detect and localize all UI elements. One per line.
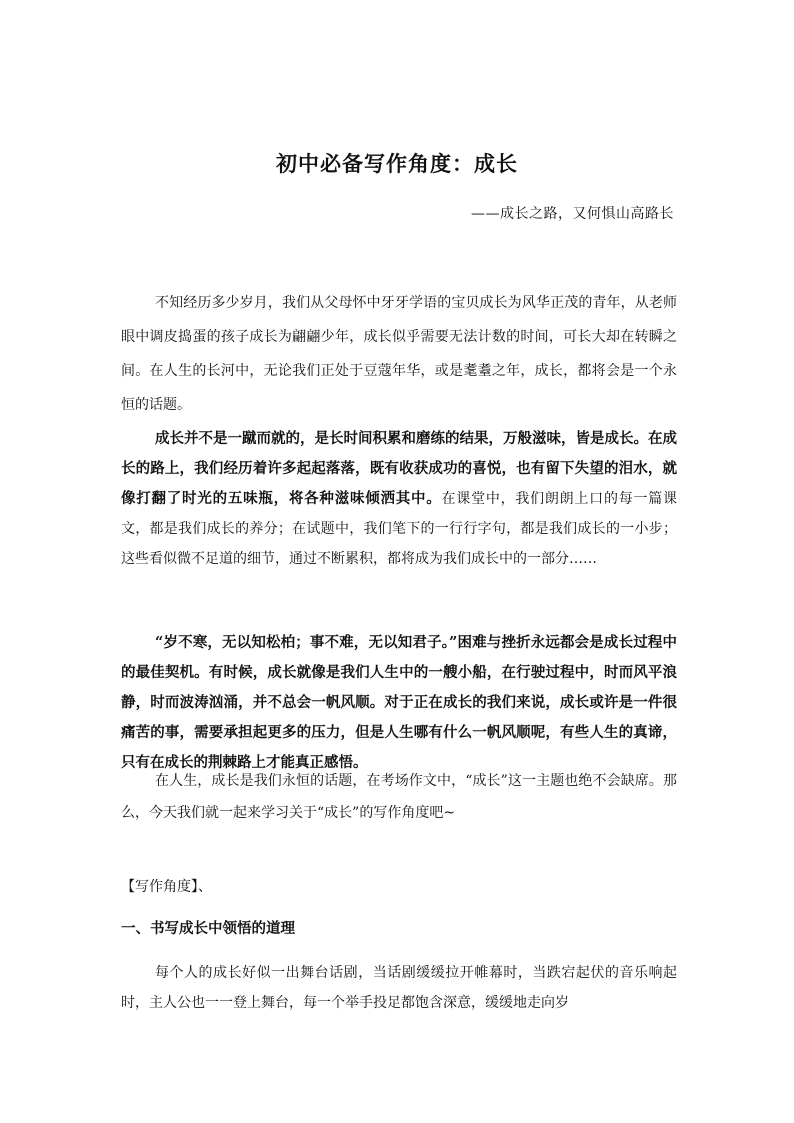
paragraph-intro: 不知经历多少岁月，我们从父母怀中牙牙学语的宝贝成长为风华正茂的青年，从老师眼中调皮捣蛋的孩子成长为翩翩少年，成长似乎需要无法计数的时间，可长大却在转瞬之间。在人生的长河中，无论我们正处于豆蔻年华，或是耄耋之年，成长，都将会是一个永恒的话题。 (121, 295, 677, 413)
document-subtitle: ——成长之路，又何惧山高路长 (471, 206, 674, 222)
paragraph-growth-process-bold: 成长并不是一蹴而就的，是长时间积累和磨练的结果，万般滋味，皆是成长。在成长的路上，我们经历着许多起起落落，既有收获成功的喜悦，也有留下失望的泪水，就像打翻了时光的五味瓶，将各种滋味倾洒其中。 (121, 430, 677, 507)
heading-angle-one: 一、书写成长中领悟的道理 (121, 920, 295, 937)
paragraph-topic-intro: 在人生，成长是我们永恒的话题，在考场作文中，“成长”这一主题也绝不会缺席。那么，今天我们就一起来学习关于“成长”的写作角度吧~ (121, 773, 677, 821)
paragraph-growth-process (121, 424, 677, 574)
section-label-writing-angle: 【写作角度】、 (121, 879, 212, 895)
document-title: 初中必备写作角度：成长 (276, 151, 518, 176)
paragraph-angle-one-body: 每个人的成长好似一出舞台话剧，当话剧缓缓拉开帷幕时，当跌宕起伏的音乐响起时，主人公也一一登上舞台，每一个举手投足都饱含深意，缓缓地走向岁 (121, 965, 677, 1011)
paragraph-hardship-quote: “岁不寒，无以知松柏；事不难，无以知君子。”困难与挫折永远都会是成长过程中的最佳契机。有时候，成长就像是我们人生中的一艘小船，在行驶过程中，时而风平浪静，时而波涛汹涌，并不总会一帆风顺。对于正在成长的我们来说，成长或许是一件很痛苦的事，需要承担起更多的压力，但是人生哪有什么一帆风顺呢，有些人生的真谛，只有在成长的荆棘路上才能真正感悟。 (121, 634, 677, 771)
paragraph-growth-process-normal: 在课堂中，我们朗朗上口的每一篇课文，都是我们成长的养分；在试题中，我们笔下的一行行字句，都是我们成长的一小步；这些看似微不足道的细节，通过不断累积，都将成为我们成长中的一部分…… (121, 491, 678, 567)
